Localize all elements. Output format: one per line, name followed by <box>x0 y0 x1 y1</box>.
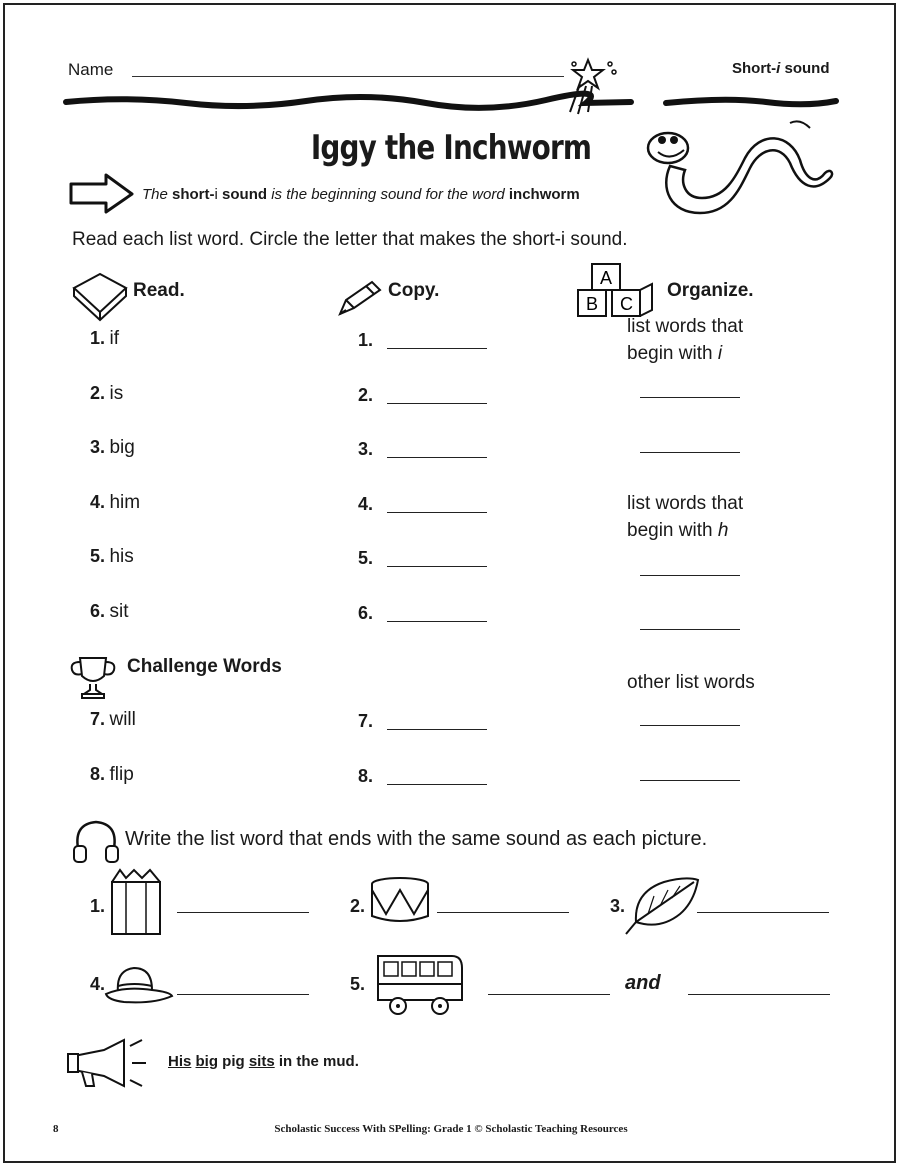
name-label: Name <box>68 60 114 79</box>
paper-bag-icon <box>106 866 166 938</box>
svg-text:B: B <box>586 294 599 314</box>
list-item: 5. his <box>90 546 134 567</box>
list-word[interactable]: will <box>109 709 136 730</box>
answer-blank[interactable] <box>177 912 309 913</box>
read-aloud-sentence: His big pig sits in the mud. <box>168 1053 359 1070</box>
drum-icon <box>368 876 432 926</box>
leaf-icon <box>624 872 702 936</box>
book-icon <box>70 268 130 320</box>
page-title: Iggy the Inchworm <box>310 128 592 168</box>
organize-blank[interactable] <box>640 725 740 726</box>
copy-number: 1. <box>358 330 374 350</box>
answer-blank[interactable] <box>177 994 309 995</box>
copy-number: 4. <box>358 494 374 514</box>
picture-number: 1. <box>90 896 106 916</box>
footer-credit: Scholastic Success With SPelling: Grade 1 © Scholastic Teaching Resources <box>274 1123 628 1135</box>
name-input-line[interactable] <box>132 76 564 77</box>
organize-group-h-label: list words that begin with h <box>627 493 744 541</box>
header-divider <box>66 94 836 112</box>
megaphone-icon <box>64 1036 154 1092</box>
pencil-icon <box>336 278 384 318</box>
page-number: 8 <box>53 1123 59 1135</box>
copy-number: 5. <box>358 548 374 568</box>
organize-blank[interactable] <box>640 452 740 453</box>
list-word[interactable]: sit <box>109 601 129 622</box>
picture-number: 5. <box>350 974 366 994</box>
copy-number: 6. <box>358 603 374 623</box>
answer-blank[interactable] <box>488 994 610 995</box>
copy-blank[interactable] <box>387 348 487 349</box>
copy-number: 3. <box>358 439 374 459</box>
list-word[interactable]: is <box>109 383 124 404</box>
hat-icon <box>104 962 174 1006</box>
copy-blank[interactable] <box>387 566 487 567</box>
organize-blank[interactable] <box>640 397 740 398</box>
copy-blank[interactable] <box>387 621 487 622</box>
arrow-icon <box>68 172 136 216</box>
and-label: and <box>625 972 661 994</box>
svg-text:C: C <box>620 294 633 314</box>
copy-blank[interactable] <box>387 403 487 404</box>
list-word[interactable]: him <box>109 492 141 513</box>
header-topic: Short-i sound <box>732 60 830 77</box>
organize-blank[interactable] <box>640 575 740 576</box>
challenge-heading: Challenge Words <box>127 656 282 677</box>
copy-number: 8. <box>358 766 374 786</box>
copy-column-heading: Copy. <box>388 280 440 301</box>
trophy-icon <box>68 654 118 700</box>
list-word[interactable]: flip <box>109 764 134 785</box>
copy-blank[interactable] <box>387 729 487 730</box>
answer-blank[interactable] <box>688 994 830 995</box>
list-item: 2. is <box>90 383 124 404</box>
picture-number: 2. <box>350 896 366 916</box>
list-item: 3. big <box>90 437 135 458</box>
write-instruction: Write the list word that ends with the same sound as each picture. <box>125 828 708 850</box>
list-word[interactable]: if <box>109 328 119 349</box>
organize-blank[interactable] <box>640 780 740 781</box>
copy-number: 2. <box>358 385 374 405</box>
picture-number: 4. <box>90 974 106 994</box>
read-column-heading: Read. <box>133 280 185 301</box>
answer-blank[interactable] <box>437 912 569 913</box>
list-item: 4. him <box>90 492 141 513</box>
list-item: 1. if <box>90 328 119 349</box>
list-word[interactable]: big <box>109 437 135 458</box>
answer-blank[interactable] <box>697 912 829 913</box>
subtitle: The short-i sound is the beginning sound for the word inchworm <box>142 186 580 203</box>
copy-blank[interactable] <box>387 784 487 785</box>
organize-group-other-label: other list words <box>627 672 755 693</box>
copy-blank[interactable] <box>387 457 487 458</box>
organize-blank[interactable] <box>640 629 740 630</box>
copy-number: 7. <box>358 711 374 731</box>
list-word[interactable]: his <box>109 546 134 567</box>
headphones-icon <box>70 818 122 866</box>
picture-number: 3. <box>610 896 626 916</box>
organize-group-i-label: list words that begin with i <box>627 316 744 364</box>
inchworm-icon <box>640 118 840 218</box>
list-item: 7. will <box>90 709 136 730</box>
copy-blank[interactable] <box>387 512 487 513</box>
organize-column-heading: Organize. <box>667 280 754 301</box>
svg-text:A: A <box>600 268 613 288</box>
list-item: 6. sit <box>90 601 129 622</box>
instruction: Read each list word. Circle the letter that makes the short-i sound. <box>72 229 628 250</box>
bus-icon <box>372 952 470 1018</box>
list-item: 8. flip <box>90 764 134 785</box>
